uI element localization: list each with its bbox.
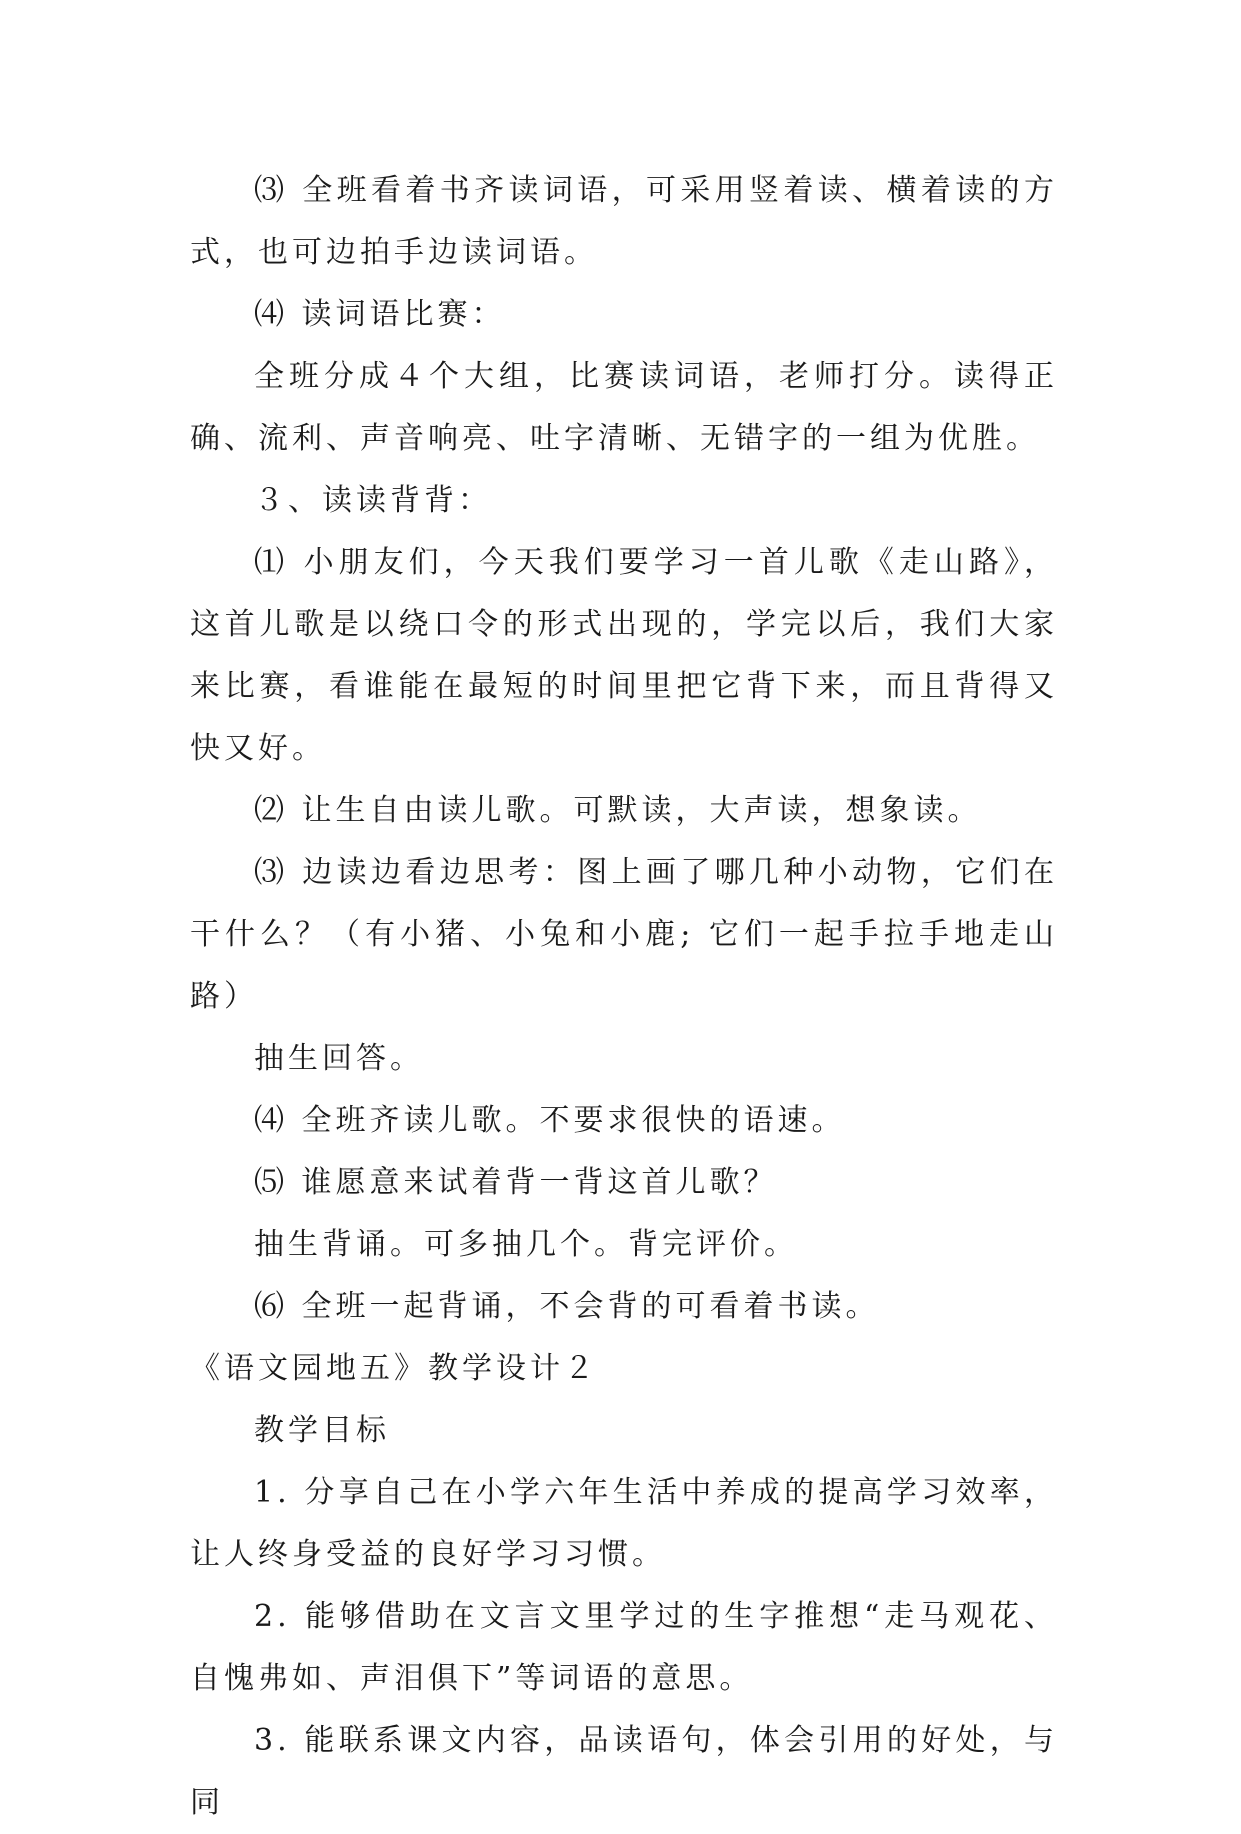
para-recite-5: ⑸ 谁愿意来试着背一背这首儿歌？ [254, 1165, 778, 1200]
para-goal-1: 1. 分享自己在小学六年生活中养成的提高学习效率，让人终身受益的良好学习习惯。 [190, 1475, 1058, 1572]
para-goals-heading: 教学目标 [254, 1413, 390, 1448]
para-recite-2: ⑵ 让生自由读儿歌。可默读，大声读，想象读。 [254, 793, 982, 828]
para-answer: 抽生回答。 [254, 1041, 424, 1076]
section-title: 《语文园地五》教学设计２ [190, 1351, 598, 1386]
para-goal-2: 2. 能够借助在文言文里学过的生字推想“走马观花、自愧弗如、声泪俱下”等词语的意思。 [190, 1599, 1058, 1696]
para-section-3: ３、读读背背： [254, 483, 492, 518]
para-step-3-4: ⑷ 读词语比赛： [254, 297, 506, 332]
para-recite-6: ⑹ 全班一起背诵，不会背的可看着书读。 [254, 1289, 880, 1324]
para-goal-3: 3. 能联系课文内容，品读语句，体会引用的好处，与同 [190, 1723, 1058, 1820]
para-step-3-3: ⑶ 全班看着书齐读词语，可采用竖着读、横着读的方式，也可边拍手边读词语。 [190, 173, 1058, 270]
document-body [190, 160, 1058, 1834]
para-contest-rules: 全班分成４个大组，比赛读词语，老师打分。读得正确、流利、声音响亮、吐字清晰、无错字的一组为优胜。 [190, 359, 1058, 456]
para-recite-check: 抽生背诵。可多抽几个。背完评价。 [254, 1227, 798, 1262]
para-recite-4: ⑷ 全班齐读儿歌。不要求很快的语速。 [254, 1103, 846, 1138]
para-recite-3: ⑶ 边读边看边思考：图上画了哪几种小动物，它们在干什么？（有小猪、小兔和小鹿; 它们一起手拉手地走山路） [190, 855, 1058, 1014]
para-recite-1: ⑴ 小朋友们，今天我们要学习一首儿歌《走山路》，这首儿歌是以绕口令的形式出现的，学完以后，我们大家来比赛，看谁能在最短的时间里把它背下来，而且背得又快又好。 [190, 545, 1058, 766]
